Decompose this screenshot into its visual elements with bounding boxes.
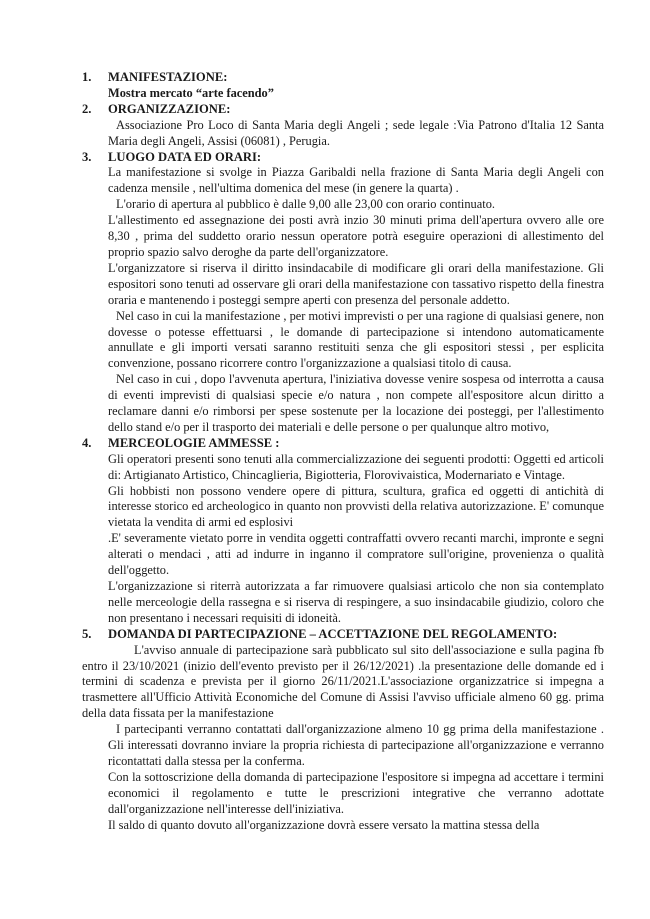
section-domanda-partecipazione xyxy=(82,627,604,834)
paragraph: Il saldo di quanto dovuto all'organizzazione dovrà essere versato la mattina stessa della xyxy=(108,817,540,832)
paragraph: L'avviso annuale di partecipazione sarà pubblicato sul sito dell'associazione e sulla pagina fb entro il 23/10/2021 (inizio dell'evento previsto per il 26/12/2021) .la presentazione delle domande ed i termini di scadenza e prevista per il giorno 26/11/2021.L'associazione organizzatrice si impegna a trasmettere all'Ufficio Attività Economiche del Comune di Assisi l'avviso ufficiale almeno 60 gg. prima della data fissata per la manifestazione xyxy=(82,642,604,721)
paragraph: I partecipanti verranno contattati dall'organizzazione almeno 10 gg prima della manifestazione . Gli interessati dovranno inviare la propria richiesta di partecipazione all'organizzazione e verranno ricontattati dalla stessa per la conferma. xyxy=(108,722,604,768)
paragraph: Gli operatori presenti sono tenuti alla commercializzazione dei seguenti prodotti: Oggetti ed articoli di: Artigianato Artistico, Chincaglieria, Bigiotteria, Florovivaistica, Modernariato e Vintage. xyxy=(108,451,604,482)
paragraph: Gli hobbisti non possono vendere opere di pittura, scultura, grafica ed oggetti di antichità di interesse storico ed archeologico in quanto non provvisti della relativa autorizzazione. E' comunque vietata la vendita di armi ed esplosivi xyxy=(108,483,604,530)
paragraph: La manifestazione si svolge in Piazza Garibaldi nella frazione di Santa Maria degli Angeli con cadenza mensile , nell'ultima domenica del mese (in genere la quarta) . xyxy=(108,165,604,196)
paragraph: .E' severamente vietato porre in vendita oggetti contraffatti ovvero recanti marchi, impronte e segni alterati o mendaci , atti ad indurre in inganno il compratore sull'origine, provenienza o qualità dell'oggetto. xyxy=(108,531,604,578)
section-number: 2. xyxy=(82,101,92,116)
section-merceologie xyxy=(82,436,604,627)
paragraph: Associazione Pro Loco di Santa Maria degli Angeli ; sede legale :Via Patrono d'Italia 12 Santa Maria degli Angeli, Assisi (06081) , Perugia. xyxy=(108,117,604,148)
section-heading xyxy=(82,627,604,643)
section-title: MERCEOLOGIE AMMESSE : xyxy=(108,435,280,450)
section-number: 1. xyxy=(82,70,92,84)
event-name: Mostra mercato “arte facendo” xyxy=(108,85,274,100)
section-number: 5. xyxy=(82,626,92,641)
paragraph: Nel caso in cui la manifestazione , per motivi imprevisti o per una ragione di qualsiasi genere, non dovesse o potesse effettuarsi , le domande di partecipazione si intendono automaticamente annullate e gli importi versati saranno restituiti senza che gli espositori stessi , per esplicita convenzione, possano ricorrere contro l'organizzazione a qualsiasi titolo di causa. xyxy=(108,308,604,371)
section-title: DOMANDA DI PARTECIPAZIONE – ACCETTAZIONE DEL REGOLAMENTO: xyxy=(108,626,558,641)
section-manifestazione xyxy=(82,70,604,102)
section-organizzazione xyxy=(82,102,604,150)
section-title: LUOGO DATA ED ORARI: xyxy=(108,149,262,164)
paragraph: L'orario di apertura al pubblico è dalle 9,00 alle 23,00 con orario continuato. xyxy=(116,197,495,212)
document-body xyxy=(82,70,604,834)
section-number: 3. xyxy=(82,149,92,164)
paragraph: L'allestimento ed assegnazione dei posti avrà inzio 30 minuti prima dell'apertura ovvero alle ore 8,30 , prima del suddetto orario nessun operatore potrà eseguire operazioni di allestimento del proprio spazio salvo deroghe da parte dell'organizzatore. xyxy=(108,213,604,259)
section-title: MANIFESTAZIONE: xyxy=(108,70,228,84)
paragraph: Con la sottoscrizione della domanda di partecipazione l'espositore si impegna ad accettare i termini economici il regolamento e tutte le prescrizioni integrative che verranno adottate dall'organizzazione nell'interesse dell'iniziativa. xyxy=(108,769,604,816)
section-heading xyxy=(82,70,604,86)
paragraph: L'organizzatore si riserva il diritto insindacabile di modificare gli orari della manifestazione. Gli espositori sono tenuti ad osservare gli orari della manifestazione con tassativo rispetto della finestra oraria e mantenendo i posteggi sempre aperti con presenza del personale addetto. xyxy=(108,260,604,307)
paragraph: Nel caso in cui , dopo l'avvenuta apertura, l'iniziativa dovesse venire sospesa od interrotta a causa di eventi imprevisti di qualsiasi specie e/o natura , non compete all'espositore alcun diritto a reclamare danni e/o rimborsi per spese sostenute per la locazione dei posteggi, per l'allestimento dello stand e/o per il trasporto dei materiali e delle persone o per qualunque altro motivo, xyxy=(108,372,604,434)
section-heading xyxy=(82,102,604,118)
paragraph: L'organizzazione si riterrà autorizzata a far rimuovere qualsiasi articolo che non sia contemplato nelle merceologie della rassegna e si riserva di respingere, a suo insindacabile giudizio, coloro che non presentano i necessari requisiti di idoneità. xyxy=(108,579,604,625)
section-heading xyxy=(82,150,604,166)
section-luogo-data-orari xyxy=(82,150,604,436)
section-heading xyxy=(82,436,604,452)
section-number: 4. xyxy=(82,435,92,450)
section-title: ORGANIZZAZIONE: xyxy=(108,101,231,116)
